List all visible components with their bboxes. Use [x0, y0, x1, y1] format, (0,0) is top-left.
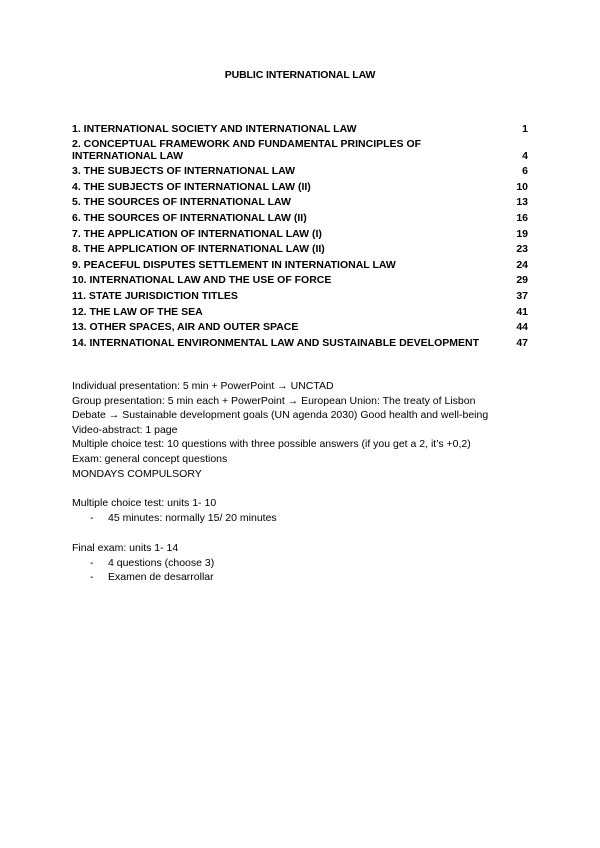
toc-row [72, 302, 528, 318]
toc-row [72, 271, 528, 287]
toc-page-number: 19 [516, 227, 528, 240]
toc-label: 3. THE SUBJECTS OF INTERNATIONAL LAW [72, 165, 296, 178]
toc-row [72, 119, 528, 135]
note-line: Individual presentation: 5 min + PowerPoint → UNCTAD [72, 380, 334, 392]
page-title: PUBLIC INTERNATIONAL LAW [224, 69, 376, 81]
toc-page-number: 44 [516, 321, 528, 334]
toc-page-number: 10 [516, 180, 528, 193]
list-item-text: 45 minutes: normally 15/ 20 minutes [108, 511, 277, 524]
toc-label: 8. THE APPLICATION OF INTERNATIONAL LAW (II) [72, 243, 325, 256]
toc-label: 10. INTERNATIONAL LAW AND THE USE OF FORCE [72, 274, 332, 287]
toc-row [72, 224, 528, 240]
toc-page-number: 1 [522, 122, 528, 135]
final-exam-section [72, 541, 214, 585]
note-line: Video-abstract: 1 page [72, 423, 178, 436]
bullet-marker: - [90, 571, 94, 584]
list-item-text: Examen de desarrollar [108, 571, 214, 584]
toc-page-number: 16 [516, 211, 528, 224]
table-of-contents [72, 119, 528, 349]
toc-row [72, 333, 528, 349]
toc-page-number: 47 [516, 336, 528, 349]
toc-label: 14. INTERNATIONAL ENVIRONMENTAL LAW AND SUSTAINABLE DEVELOPMENT [72, 336, 479, 349]
toc-row [72, 193, 528, 209]
note-line: Group presentation: 5 min each + PowerPoint → European Union: The treaty of Lisbon [72, 394, 476, 407]
toc-label: 13. OTHER SPACES, AIR AND OUTER SPACE [72, 321, 299, 334]
toc-page-number: 23 [516, 243, 528, 256]
toc-label: 9. PEACEFUL DISPUTES SETTLEMENT IN INTERNATIONAL LAW [72, 258, 396, 271]
toc-page-number: 6 [522, 165, 528, 178]
note-line: Exam: general concept questions [72, 452, 228, 465]
toc-page-number: 29 [516, 274, 528, 287]
bullet-marker: - [90, 511, 94, 524]
multiple-choice-section [72, 496, 277, 525]
list-item-text: 4 questions (choose 3) [108, 556, 215, 569]
bullet-marker: - [90, 556, 94, 569]
list-item [72, 556, 214, 571]
list-item [72, 511, 277, 526]
toc-label: 11. STATE JURISDICTION TITLES [72, 289, 238, 302]
toc-label: 1. INTERNATIONAL SOCIETY AND INTERNATIONAL LAW [72, 122, 357, 135]
toc-row [72, 135, 528, 162]
toc-row [72, 240, 528, 256]
section-heading: Multiple choice test: units 1- 10 [72, 497, 217, 509]
toc-row [72, 286, 528, 302]
toc-page-number: 41 [516, 305, 528, 318]
note-line: Debate → Sustainable development goals (UN agenda 2030) Good health and well-being [72, 409, 489, 422]
toc-label: 12. THE LAW OF THE SEA [72, 305, 203, 318]
toc-label: 4. THE SUBJECTS OF INTERNATIONAL LAW (II) [72, 180, 311, 193]
toc-row [72, 255, 528, 271]
note-line: MONDAYS COMPULSORY [72, 467, 202, 480]
toc-row [72, 208, 528, 224]
toc-row [72, 318, 528, 334]
toc-page-number: 24 [516, 258, 528, 271]
toc-page-number: 4 [522, 149, 528, 162]
toc-label: 5. THE SOURCES OF INTERNATIONAL LAW [72, 196, 291, 209]
list-item [72, 570, 214, 585]
course-notes [72, 379, 542, 481]
toc-page-number: 13 [516, 196, 528, 209]
toc-label: 7. THE APPLICATION OF INTERNATIONAL LAW (I) [72, 227, 322, 240]
toc-label: 6. THE SOURCES OF INTERNATIONAL LAW (II) [72, 211, 307, 224]
toc-row [72, 177, 528, 193]
note-line: Multiple choice test: 10 questions with three possible answers (if you get a 2, it’s +0,2) [72, 438, 471, 451]
toc-row [72, 162, 528, 178]
toc-page-number: 37 [516, 289, 528, 302]
toc-label: 2. CONCEPTUAL FRAMEWORK AND FUNDAMENTAL PRINCIPLES OF INTERNATIONAL LAW [72, 137, 422, 162]
section-heading: Final exam: units 1- 14 [72, 542, 179, 554]
